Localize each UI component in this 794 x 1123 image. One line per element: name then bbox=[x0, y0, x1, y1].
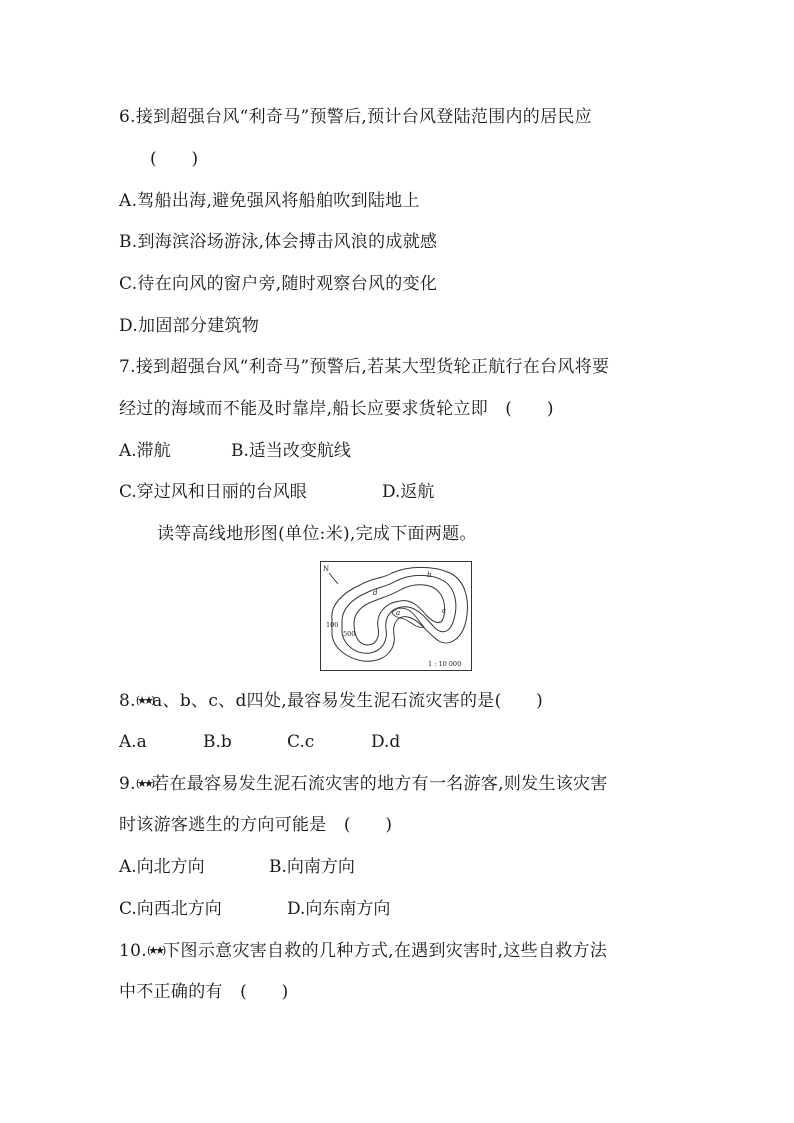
contour-value-100: 100 bbox=[326, 621, 339, 629]
q6-answer-bracket: ( ) bbox=[150, 149, 199, 169]
q9-text: 若在最容易发生泥石流灾害的地方有一名游客,则发生该灾害 bbox=[152, 774, 608, 794]
q9-option-b: B.向南方向 bbox=[269, 857, 355, 877]
difficulty-stars-icon: (★★) bbox=[135, 694, 153, 707]
q9-stem bbox=[119, 773, 608, 795]
q7-stem: 7.接到超强台风“利奇马”预警后,若某大型货轮正航行在台风将要 bbox=[119, 357, 610, 377]
difficulty-stars-icon: (★★) bbox=[135, 777, 153, 790]
north-label: N bbox=[323, 565, 330, 573]
q8-option-a: A.a bbox=[119, 732, 147, 752]
q10-number: 10. bbox=[119, 941, 147, 961]
q7-stem-cont: 经过的海域而不能及时靠岸,船长应要求货轮立即 ( ) bbox=[119, 399, 554, 419]
q8-stem bbox=[119, 690, 543, 712]
q6-stem: 6.接到超强台风“利奇马”预警后,预计台风登陆范围内的居民应 bbox=[119, 107, 593, 127]
q8-option-d: D.d bbox=[371, 732, 401, 752]
q9-option-c: C.向西北方向 bbox=[119, 899, 222, 919]
q10-stem-cont: 中不正确的有 ( ) bbox=[119, 982, 289, 1002]
point-d-label: d bbox=[373, 589, 378, 597]
contour-map bbox=[320, 561, 472, 671]
q7-option-c: C.穿过风和日丽的台风眼 bbox=[119, 482, 307, 502]
q6-option-b: B.到海滨浴场游泳,体会搏击风浪的成就感 bbox=[119, 232, 438, 252]
q7-option-a: A.滞航 bbox=[119, 441, 171, 461]
point-c-label: c bbox=[442, 607, 446, 615]
q9-stem-cont: 时该游客逃生的方向可能是 ( ) bbox=[119, 815, 393, 835]
q9-option-d: D.向东南方向 bbox=[287, 899, 391, 919]
difficulty-stars-icon: (★★) bbox=[146, 944, 164, 957]
point-b-label: b bbox=[427, 571, 432, 579]
q6-option-d: D.加固部分建筑物 bbox=[119, 316, 260, 336]
q10-text: 下图示意灾害自救的几种方式,在遇到灾害时,这些自救方法 bbox=[163, 941, 608, 961]
contour-value-500: 500 bbox=[343, 630, 356, 638]
q7-option-b: B.适当改变航线 bbox=[231, 441, 351, 461]
map-scale: 1 : 10 000 bbox=[428, 660, 462, 668]
q6-option-c: C.待在向风的窗户旁,随时观察台风的变化 bbox=[119, 274, 438, 294]
map-intro: 读等高线地形图(单位:米),完成下面两题。 bbox=[157, 524, 477, 544]
q6-option-a: A.驾船出海,避免强风将船舶吹到陆地上 bbox=[119, 191, 420, 211]
point-a-label: a bbox=[396, 609, 401, 617]
q10-stem bbox=[119, 940, 607, 962]
q8-text: a、b、c、d四处,最容易发生泥石流灾害的是( ) bbox=[152, 691, 544, 711]
q7-option-d: D.返航 bbox=[382, 482, 435, 502]
q8-option-b: B.b bbox=[203, 732, 232, 752]
q9-number: 9. bbox=[119, 774, 136, 794]
q8-option-c: C.c bbox=[287, 732, 315, 752]
q8-number: 8. bbox=[119, 691, 136, 711]
q9-option-a: A.向北方向 bbox=[119, 857, 205, 877]
